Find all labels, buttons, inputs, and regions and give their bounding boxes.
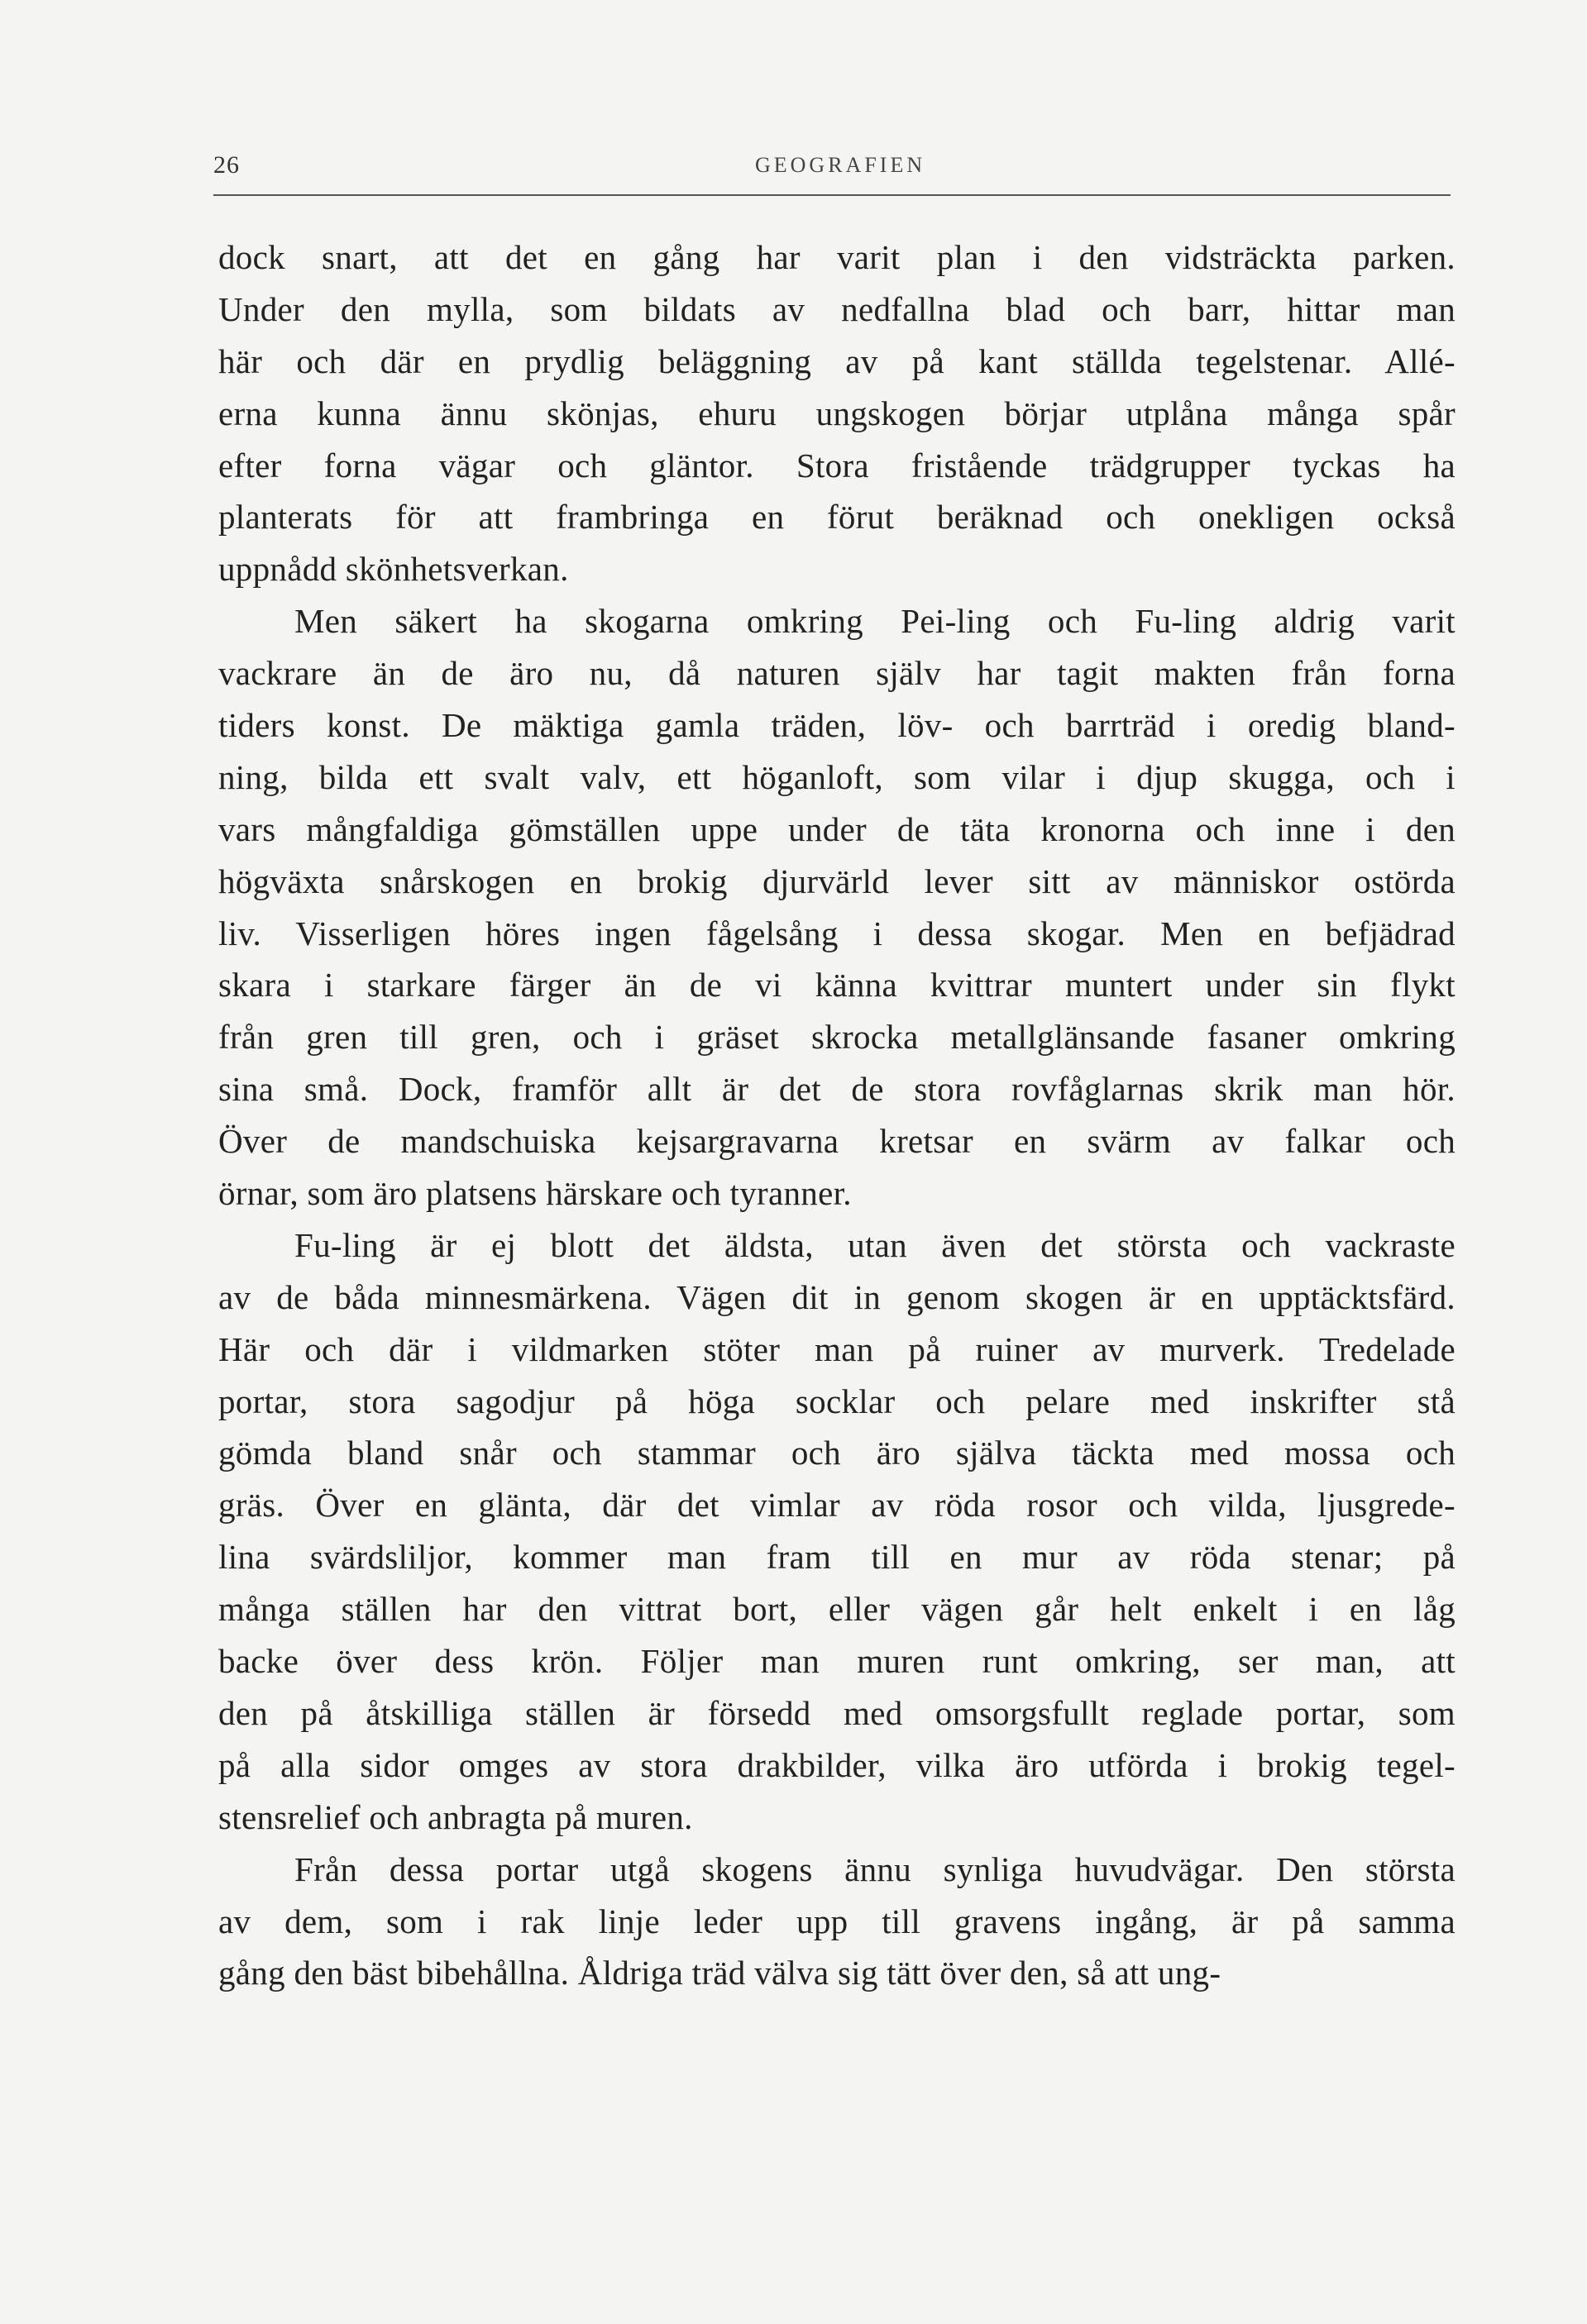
text-line: här och där en prydlig beläggning av på kant ställda tegelstenar. Allé- xyxy=(218,341,1456,380)
text-line: många ställen har den vittrat bort, eller vägen går helt enkelt i en låg xyxy=(218,1590,1456,1629)
text-line: stensrelief och anbragta på muren. xyxy=(218,1797,693,1836)
text-line: vackrare än de äro nu, då naturen själv har tagit makten från forna xyxy=(218,654,1456,693)
text-line: planterats för att frambringa en förut beräknad och onekligen också xyxy=(218,498,1456,537)
text-line: gräs. Över en glänta, där det vimlar av röda rosor och vilda, ljusgrede- xyxy=(218,1486,1456,1525)
text-line: av dem, som i rak linje leder upp till gravens ingång, är på samma xyxy=(218,1902,1456,1940)
text-line: Under den mylla, som bildats av nedfallna blad och barr, hittar man xyxy=(218,289,1456,328)
paragraph xyxy=(218,1844,1456,2000)
text-line: Över de mandschuiska kejsargravarna kretsar en svärm av falkar och xyxy=(218,1122,1456,1161)
paragraph xyxy=(218,231,1456,595)
body-text xyxy=(218,231,1456,1999)
text-line: liv. Visserligen höres ingen fågelsång i dessa skogar. Men en befjädrad xyxy=(218,914,1456,952)
text-line: högväxta snårskogen en brokig djurvärld lever sitt av människor ostörda xyxy=(218,861,1456,900)
page-number: 26 xyxy=(213,151,240,179)
text-line: av de båda minnesmärkena. Vägen dit in genom skogen är en upptäcktsfärd. xyxy=(218,1277,1456,1316)
text-line: Fu-ling är ej blott det äldsta, utan även det största och vackraste xyxy=(294,1225,1456,1264)
running-head: GEOGRAFIEN xyxy=(755,153,926,177)
text-line: erna kunna ännu skönjas, ehuru ungskogen börjar utplåna många spår xyxy=(218,394,1456,432)
text-line: Men säkert ha skogarna omkring Pei-ling och Fu-ling aldrig varit xyxy=(294,602,1456,641)
text-line: den på åtskilliga ställen är försedd med omsorgsfullt reglade portar, som xyxy=(218,1693,1456,1732)
text-line: portar, stora sagodjur på höga socklar och pelare med inskrifter stå xyxy=(218,1382,1456,1420)
text-line: uppnådd skönhetsverkan. xyxy=(218,550,569,589)
text-line: skara i starkare färger än de vi känna kvittrar muntert under sin flykt xyxy=(218,966,1456,1005)
text-line: Från dessa portar utgå skogens ännu synliga huvudvägar. Den största xyxy=(294,1849,1456,1888)
paragraph xyxy=(218,595,1456,1219)
text-line: efter forna vägar och gläntor. Stora fristående trädgrupper tyckas ha xyxy=(218,446,1456,484)
page-header xyxy=(213,145,1451,196)
text-line: tiders konst. De mäktiga gamla träden, löv- och barrträd i oredig bland- xyxy=(218,706,1456,745)
text-line: vars mångfaldiga gömställen uppe under de täta kronorna och inne i den xyxy=(218,809,1456,848)
text-line: ning, bilda ett svalt valv, ett höganloft, som vilar i djup skugga, och i xyxy=(218,757,1456,796)
text-line: Här och där i vildmarken stöter man på ruiner av murverk. Tredelade xyxy=(218,1329,1456,1368)
text-line: gång den bäst bibehållna. Åldriga träd välva sig tätt över den, så att ung- xyxy=(218,1954,1221,1992)
text-line: från gren till gren, och i gräset skrocka metallglänsande fasaner omkring xyxy=(218,1018,1456,1057)
text-line: lina svärdsliljor, kommer man fram till en mur av röda stenar; på xyxy=(218,1538,1456,1577)
text-line: dock snart, att det en gång har varit plan i den vidsträckta parken. xyxy=(218,238,1456,276)
text-line: backe över dess krön. Följer man muren runt omkring, ser man, att xyxy=(218,1642,1456,1681)
text-line: örnar, som äro platsens härskare och tyranner. xyxy=(218,1174,852,1213)
text-line: sina små. Dock, framför allt är det de stora rovfåglarnas skrik man hör. xyxy=(218,1070,1456,1109)
text-line: gömda bland snår och stammar och äro själva täckta med mossa och xyxy=(218,1434,1456,1472)
text-line: på alla sidor omges av stora drakbilder, vilka äro utförda i brokig tegel- xyxy=(218,1745,1456,1784)
paragraph xyxy=(218,1219,1456,1844)
